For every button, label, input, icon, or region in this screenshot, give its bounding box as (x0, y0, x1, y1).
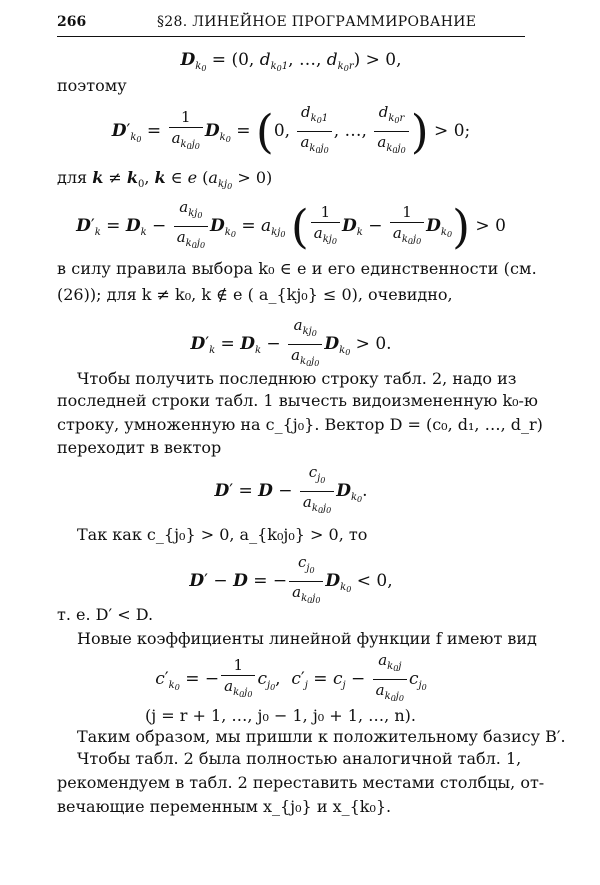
text-range: (j = r + 1, …, j₀ − 1, j₀ + 1, …, n). (145, 706, 416, 725)
text-rule-line2: (26)); для k ≠ k₀, k ∉ e ( a_{kj₀} ≤ 0), очевидно, (57, 285, 453, 304)
text-p2-line3: вечающие переменным x_{j₀} и x_{k₀}. (57, 797, 392, 816)
formula-dprime-k: $D'_k = D_k$ − $a_{kj_0}$ $a_{k_0j_0}$ $D_{k_0} = a_{kj_0}$ ( 1 $a_{kj_0}$ $D_k$ − $\frac{1}{a_{k_0j_0}}$ $D_{k_0}) > 0$ (76, 198, 506, 254)
text-since: Так как c_{j₀} > 0, a_{k₀j₀} > 0, то (77, 525, 368, 544)
text-ie: т. е. D′ < D. (57, 605, 154, 624)
text-therefore: поэтому (57, 76, 127, 95)
text-p1-line1: Чтобы получить последнюю строку табл. 2, надо из (77, 369, 517, 388)
text-p1-line3: строку, умноженную на c_{j₀}. Вектор D = (c₀, d₁, …, d_r) (57, 415, 543, 434)
formula-coefficients: $c'_{k_0}$ = − $\frac{1}{a_{k_0j_0}}$ $c_{j_0}$, $c'_j = c_j$ − $\frac{a_{k_0j}}{a_{k_0j_0}}$ $c_{j_0}$ (155, 651, 427, 703)
text-p2-line2: рекомендуем в табл. 2 переставить местами столбцы, от- (57, 773, 545, 792)
text-p2-line1: Чтобы табл. 2 была полностью аналогичной табл. 1, (77, 749, 522, 768)
text-for-k: для $k \ne k_0$, k ∈ e $(a_{kj_0} > 0)$ (57, 168, 273, 191)
text-thus: Таким образом, мы пришли к положительному базису B′. (77, 727, 566, 746)
formula-dprime: D′ = D − $\frac{c_{j_0}}{a_{k_0j_0}}$ $D_{k_0}$. (214, 463, 368, 515)
formula-1-source (0, 0, 1, 1)
formula-dprime-k0: $D'_{k_0}$ = $\frac{1}{a_{k_0j_0}}$ $D_{k_0} = (0$, $\frac{d_{k_01}}{a_{k_0j_0}}$ , …, $\frac{d_{k_0r}}{a_{k_0j_0}}$ ) > 0; (111, 103, 471, 159)
section-title: §28. ЛИНЕЙНОЕ ПРОГРАММИРОВАНИЕ (157, 14, 477, 30)
text-p1-line2: последней строки табл. 1 вычесть видоизмененную k₀-ю (57, 391, 538, 410)
formula-dprime-k-2: $D'_k = D_k$ − $a_{kj_0}$ $a_{k_0j_0}$ $D_{k_0} > 0$. (190, 316, 392, 368)
formula-diff: D′ − D = − $\frac{c_{j_0}}{a_{k_0j_0}}$ $D_{k_0} < 0$, (189, 553, 393, 605)
text-rule-line1: в силу правила выбора k₀ ∈ e и его единственности (см. (57, 259, 537, 278)
formula-dk0: $D_{k_0} = (0$, $d_{k_01}$, …, $d_{k_0r}) > 0$, (180, 50, 402, 73)
text-p1-line4: переходит в вектор (57, 438, 222, 457)
text-new-coef: Новые коэффициенты линейной функции f имеют вид (77, 629, 537, 648)
running-header (57, 14, 525, 37)
page-number: 266 (57, 14, 87, 30)
